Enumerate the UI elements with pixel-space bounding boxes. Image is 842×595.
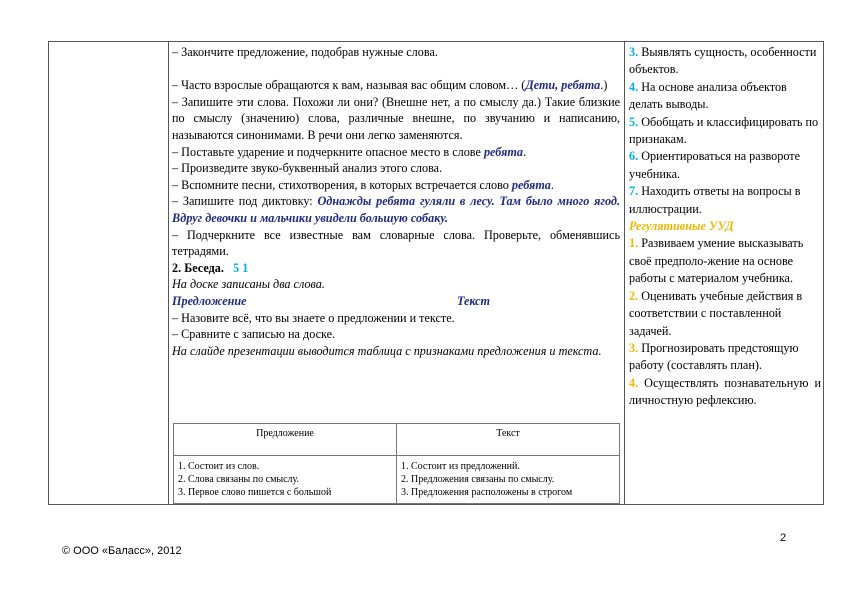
table-header: Текст (397, 424, 620, 456)
table-cell: 1. Состоит из предложений. 2. Предложения связаны по смыслу. 3. Предложения расположены в строгом (397, 456, 620, 504)
activity-column (172, 44, 620, 359)
list-item: 4. На основе анализа объектов делать выводы. (629, 79, 787, 112)
lesson-table (48, 41, 824, 505)
comparison-table (173, 423, 620, 504)
list-item: 6. Ориентироваться на развороте учебника. (629, 149, 801, 181)
text-line: – Подчеркните все известные вам словарные слова. Проверьте, обменявшись тетрадями. (172, 227, 620, 259)
text-line: – Вспомните песни, стихотворения, в которых встречается слово ребята. (172, 177, 554, 192)
list-item: 3. Прогнозировать предстоящую работу (составлять план). (629, 340, 799, 373)
text-line: – Закончите предложение, подобрав нужные слова. (172, 45, 438, 59)
list-item: 1. Развиваем умение высказывать своё предполо-жение на основе работы с материалом учебника. (629, 236, 804, 286)
text-line: – Произведите звуко-буквенный анализ этого слова. (172, 161, 443, 176)
text-line: – Часто взрослые обращаются к вам, называя вас общим словом… (Дети, ребята.) (172, 78, 608, 93)
section-heading: Регулятивные УУД (629, 219, 734, 234)
text-line: На слайде презентации выводится таблица с признаками предложения и текста. (172, 343, 602, 358)
text-line: На доске записаны два слова. (172, 277, 325, 292)
list-item: 4. Осуществлять познавательную и личностную рефлексию. (629, 375, 821, 408)
text-line: – Запишите под диктовку: Однажды ребята гуляли в лесу. Там было много ягод. Вдруг девочки и мальчики увидели большую собаку. (172, 194, 620, 225)
uud-column (629, 44, 821, 410)
text-line: – Поставьте ударение и подчеркните опасное место в слове ребята. (172, 144, 526, 159)
text-line: – Запишите эти слова. Похожи ли они? (Внешне нет, а по смыслу да.) Такие близкие по смыслу (значению) слова, различные внешне, по звучанию и написанию, называются синонимами. В речи они легко заменяются. (172, 94, 620, 142)
table-header: Предложение (174, 424, 397, 456)
section-heading: 2. Беседа. 5 1 (172, 260, 249, 275)
list-item: 5. Обобщать и классифицировать по признакам. (629, 114, 819, 147)
table-border-left (48, 42, 49, 504)
table-border-col2 (624, 42, 625, 504)
list-item: 2. Оценивать учебные действия в соответствии с поставленной задачей. (629, 288, 803, 338)
text-line: – Назовите всё, что вы знаете о предложении и тексте. (172, 310, 455, 325)
copyright-footer: © ООО «Баласс», 2012 (62, 545, 182, 557)
list-item: 3. Выявлять сущность, особенности объектов. (629, 45, 817, 77)
page-number: 2 (780, 532, 787, 544)
list-item: 7. Находить ответы на вопросы в иллюстрации. (629, 184, 801, 216)
table-border-col1 (168, 42, 169, 504)
table-border-right (823, 42, 824, 504)
board-words: Предложение Текст (172, 293, 490, 308)
text-line: – Сравните с записью на доске. (172, 327, 336, 342)
table-cell: 1. Состоит из слов. 2. Слова связаны по смыслу. 3. Первое слово пишется с большой (174, 456, 397, 504)
